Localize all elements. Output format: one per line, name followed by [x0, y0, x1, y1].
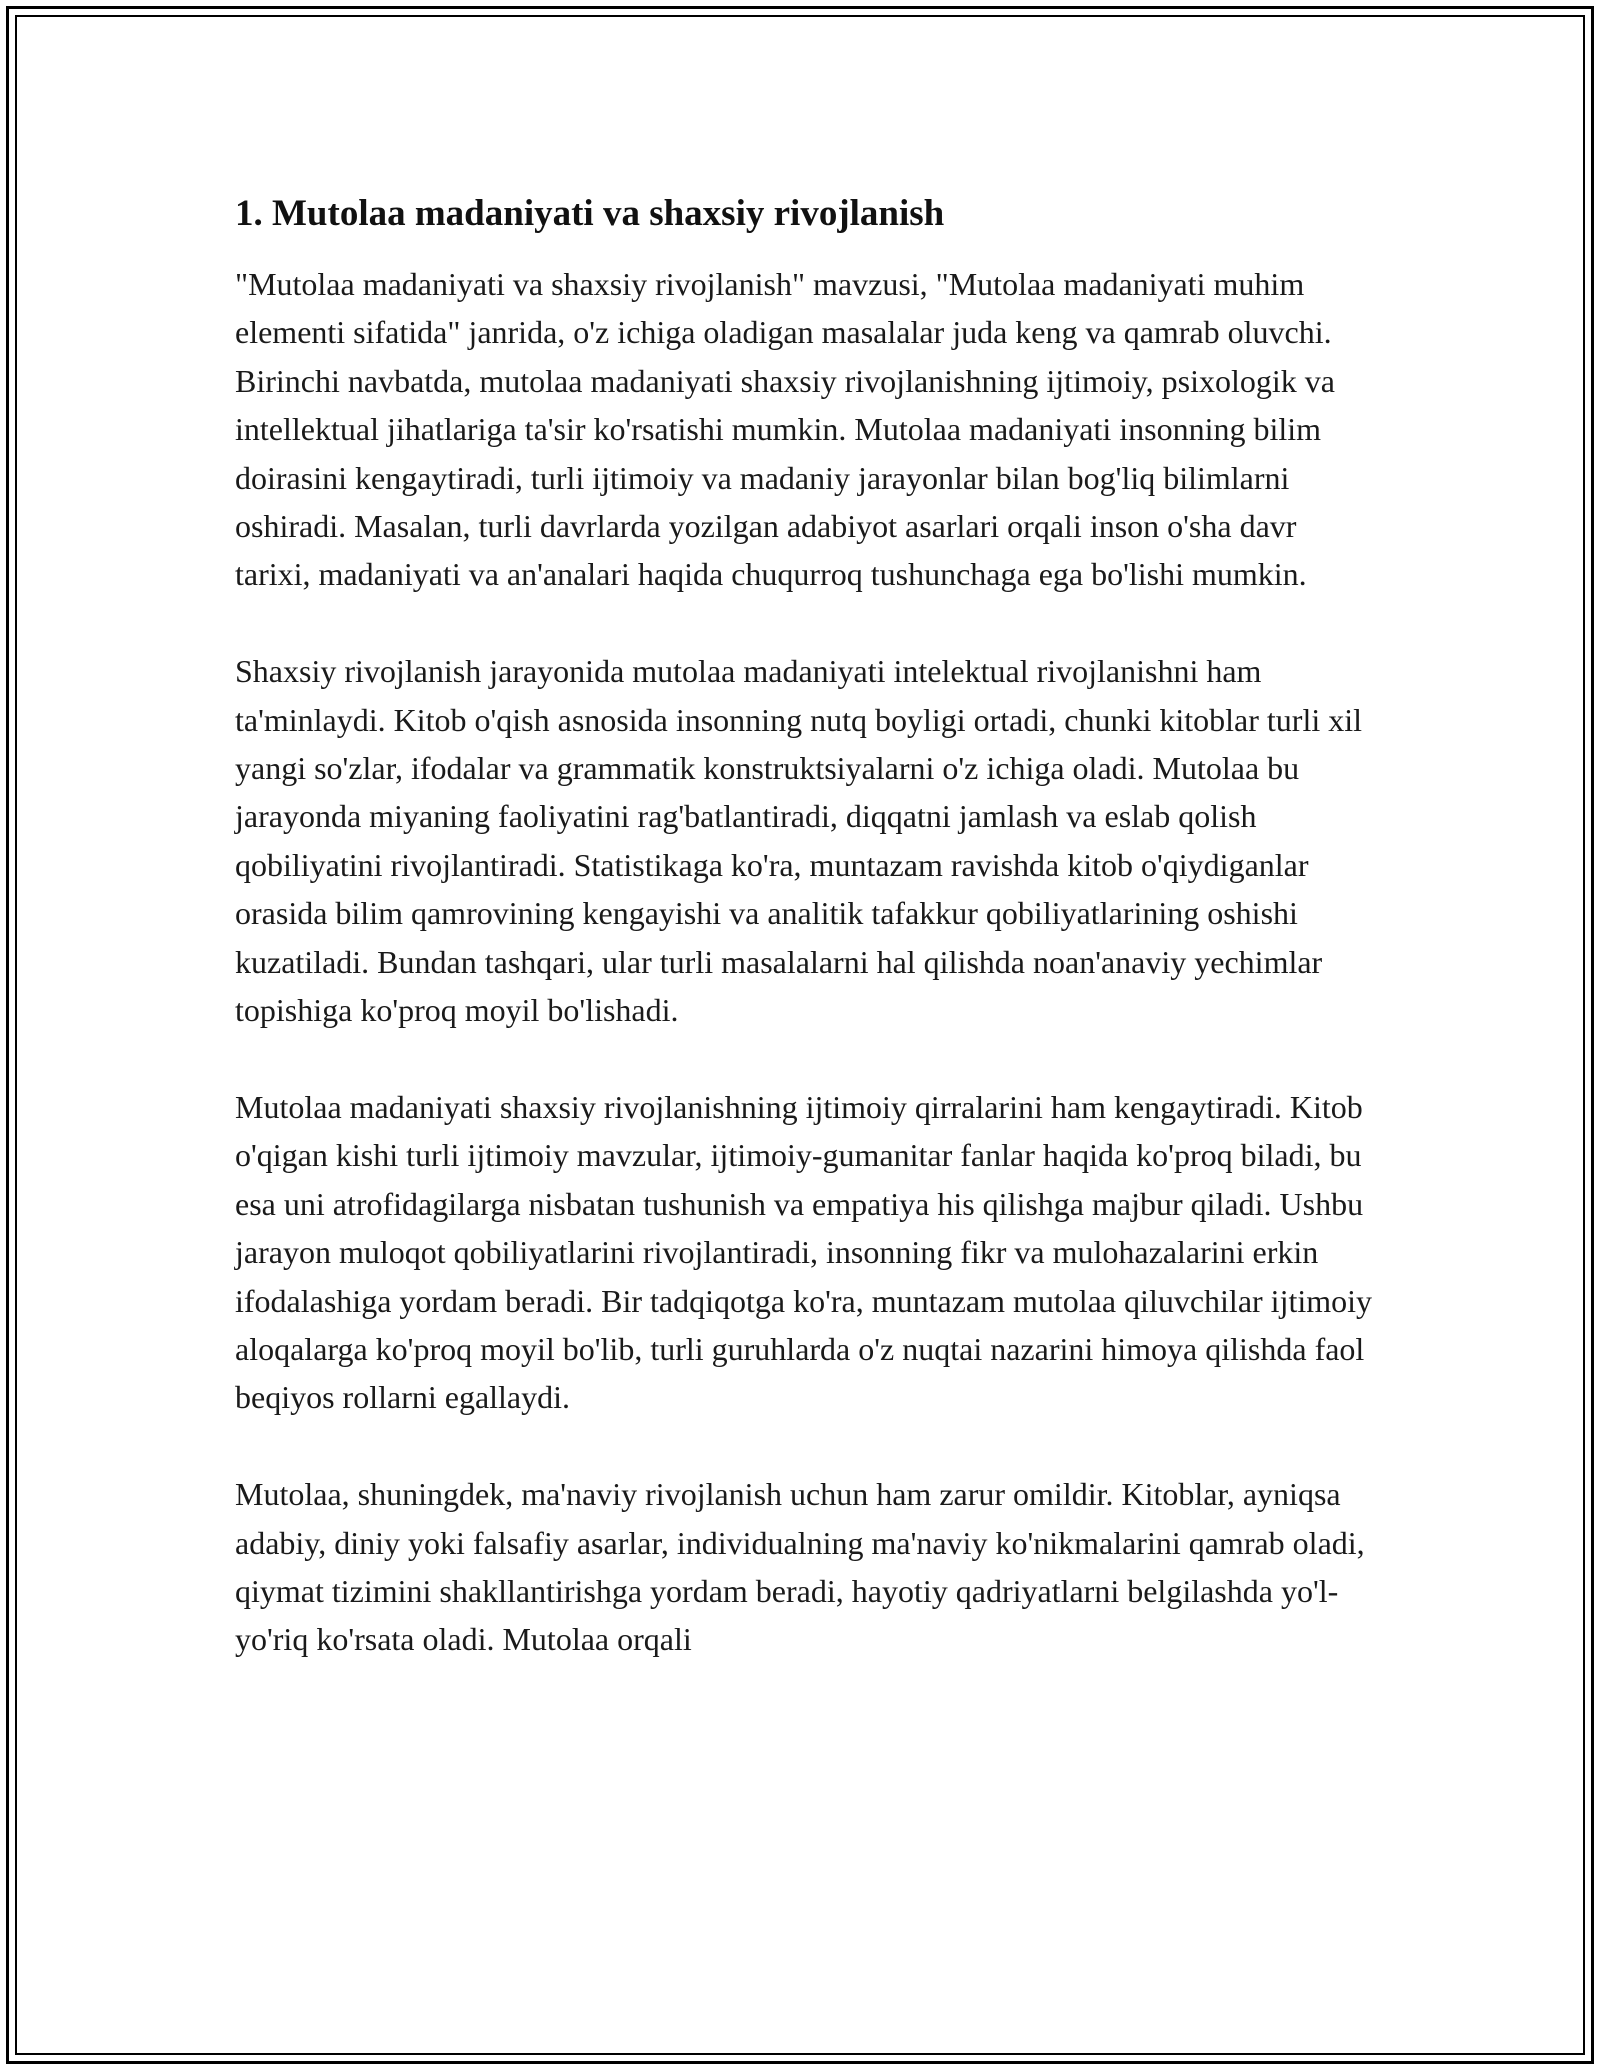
paragraph-4: Mutolaa, shuningdek, ma'naviy rivojlanish uchun ham zarur omildir. Kitoblar, ayniqsa adabiy, diniy yoki falsafiy asarlar, individualning ma'naviy ko'nikmalarini qamrab oladi, qiymat tizimini shakllantirishga yordam beradi, hayotiy qadriyatlarni belgilashda yo'l-yo'riq ko'rsata oladi. Mutolaa orqali [235, 1476, 1365, 1658]
section-heading: 1. Mutolaa madaniyati va shaxsiy rivojlanish [235, 193, 945, 234]
paragraph-1: "Mutolaa madaniyati va shaxsiy rivojlanish" mavzusi, "Mutolaa madaniyati muhim elementi sifatida" janrida, o'z ichiga oladigan masalalar juda keng va qamrab oluvchi. Birinchi navbatda, mutolaa madaniyati shaxsiy rivojlanishning ijtimoiy, psixologik va intellektual jihatlariga ta'sir ko'rsatishi mumkin. Mutolaa madaniyati insonning bilim doirasini kengaytiradi, turli ijtimoiy va madaniy jarayonlar bilan bog'liq bilimlarni oshiradi. Masalan, turli davrlarda yozilgan adabiyot asarlari orqali inson o'sha davr tarixi, madaniyati va an'analari haqida chuqurroq tushunchaga ega bo'lishi mumkin. [235, 266, 1335, 593]
paragraph-3: Mutolaa madaniyati shaxsiy rivojlanishning ijtimoiy qirralarini ham kengaytiradi. Kitob o'qigan kishi turli ijtimoiy mavzular, ijtimoiy-gumanitar fanlar haqida ko'proq biladi, bu esa uni atrofidagilarga nisbatan tushunish va empatiya his qilishga majbur qiladi. Ushbu jarayon muloqot qobiliyatlarini rivojlantiradi, insonning fikr va mulohazalarini erkin ifodalashiga yordam beradi. Bir tadqiqotga ko'ra, muntazam mutolaa qiluvchilar ijtimoiy aloqalarga ko'proq moyil bo'lib, turli guruhlarda o'z nuqtai nazarini himoya qilishda faol beqiyos rollarni egallaydi. [235, 1088, 1373, 1416]
paragraph-2: Shaxsiy rivojlanish jarayonida mutolaa madaniyati intelektual rivojlanishni ham ta'minlaydi. Kitob o'qish asnosida insonning nutq boyligi ortadi, chunki kitoblar turli xil yangi so'zlar, ifodalar va grammatik konstruktsiyalarni o'z ichiga oladi. Mutolaa bu jarayonda miyaning faoliyatini rag'batlantiradi, diqqatni jamlash va eslab qolish qobiliyatini rivojlantiradi. Statistikaga ko'ra, muntazam ravishda kitob o'qiydiganlar orasida bilim qamrovining kengayishi va analitik tafakkur qobiliyatlarining oshishi kuzatiladi. Bundan tashqari, ular turli masalalarni hal qilishda noan'anaviy yechimlar topishiga ko'proq moyil bo'lishadi. [235, 653, 1362, 1029]
document-body [235, 188, 1375, 1664]
